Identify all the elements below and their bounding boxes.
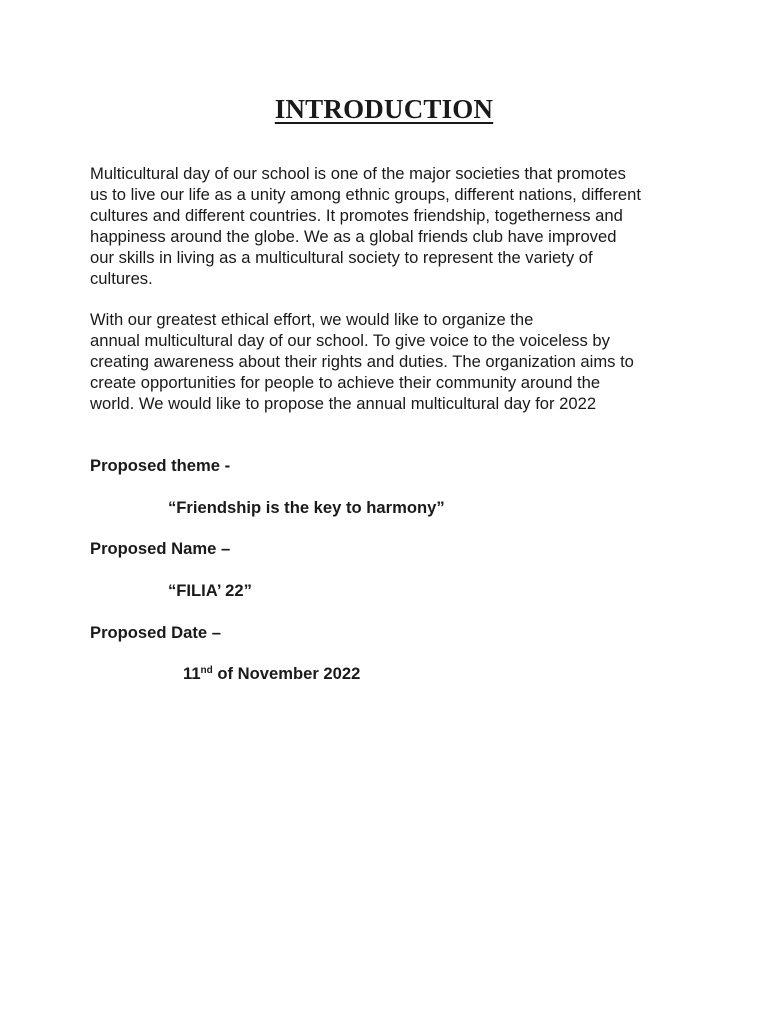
proposed-date-value: [183, 664, 360, 684]
paragraph-line: creating awareness about their rights and duties. The organization aims to: [90, 351, 634, 371]
proposed-date-label: Proposed Date –: [90, 623, 221, 642]
paragraph-line: world. We would like to propose the annual multicultural day for 2022: [90, 393, 597, 413]
date-day: 11: [183, 664, 201, 683]
intro-paragraph-1: [90, 164, 690, 289]
proposed-name-label: Proposed Name –: [90, 539, 231, 558]
paragraph-line: us to live our life as a unity among ethnic groups, different nations, different: [90, 184, 641, 204]
proposed-theme-label: Proposed theme -: [90, 456, 231, 475]
paragraph-line: Multicultural day of our school is one of the major societies that promotes: [90, 164, 626, 183]
date-ordinal-suffix: nd: [200, 665, 213, 676]
paragraph-line: happiness around the globe. We as a global friends club have improved: [90, 226, 617, 246]
paragraph-line: With our greatest ethical effort, we would like to organize the: [90, 310, 534, 329]
intro-paragraph-2: [90, 310, 690, 415]
date-rest: of November 2022: [212, 664, 361, 683]
paragraph-line: cultures.: [90, 268, 153, 288]
paragraph-line: cultures and different countries. It promotes friendship, togetherness and: [90, 205, 623, 225]
paragraph-line: our skills in living as a multicultural society to represent the variety of: [90, 247, 593, 267]
page-title: INTRODUCTION: [274, 94, 494, 124]
proposed-name-value: “FILIA’ 22”: [168, 581, 252, 600]
proposed-theme-value: “Friendship is the key to harmony”: [168, 498, 445, 517]
paragraph-line: create opportunities for people to achieve their community around the: [90, 372, 601, 392]
paragraph-line: annual multicultural day of our school. To give voice to the voiceless by: [90, 330, 610, 350]
